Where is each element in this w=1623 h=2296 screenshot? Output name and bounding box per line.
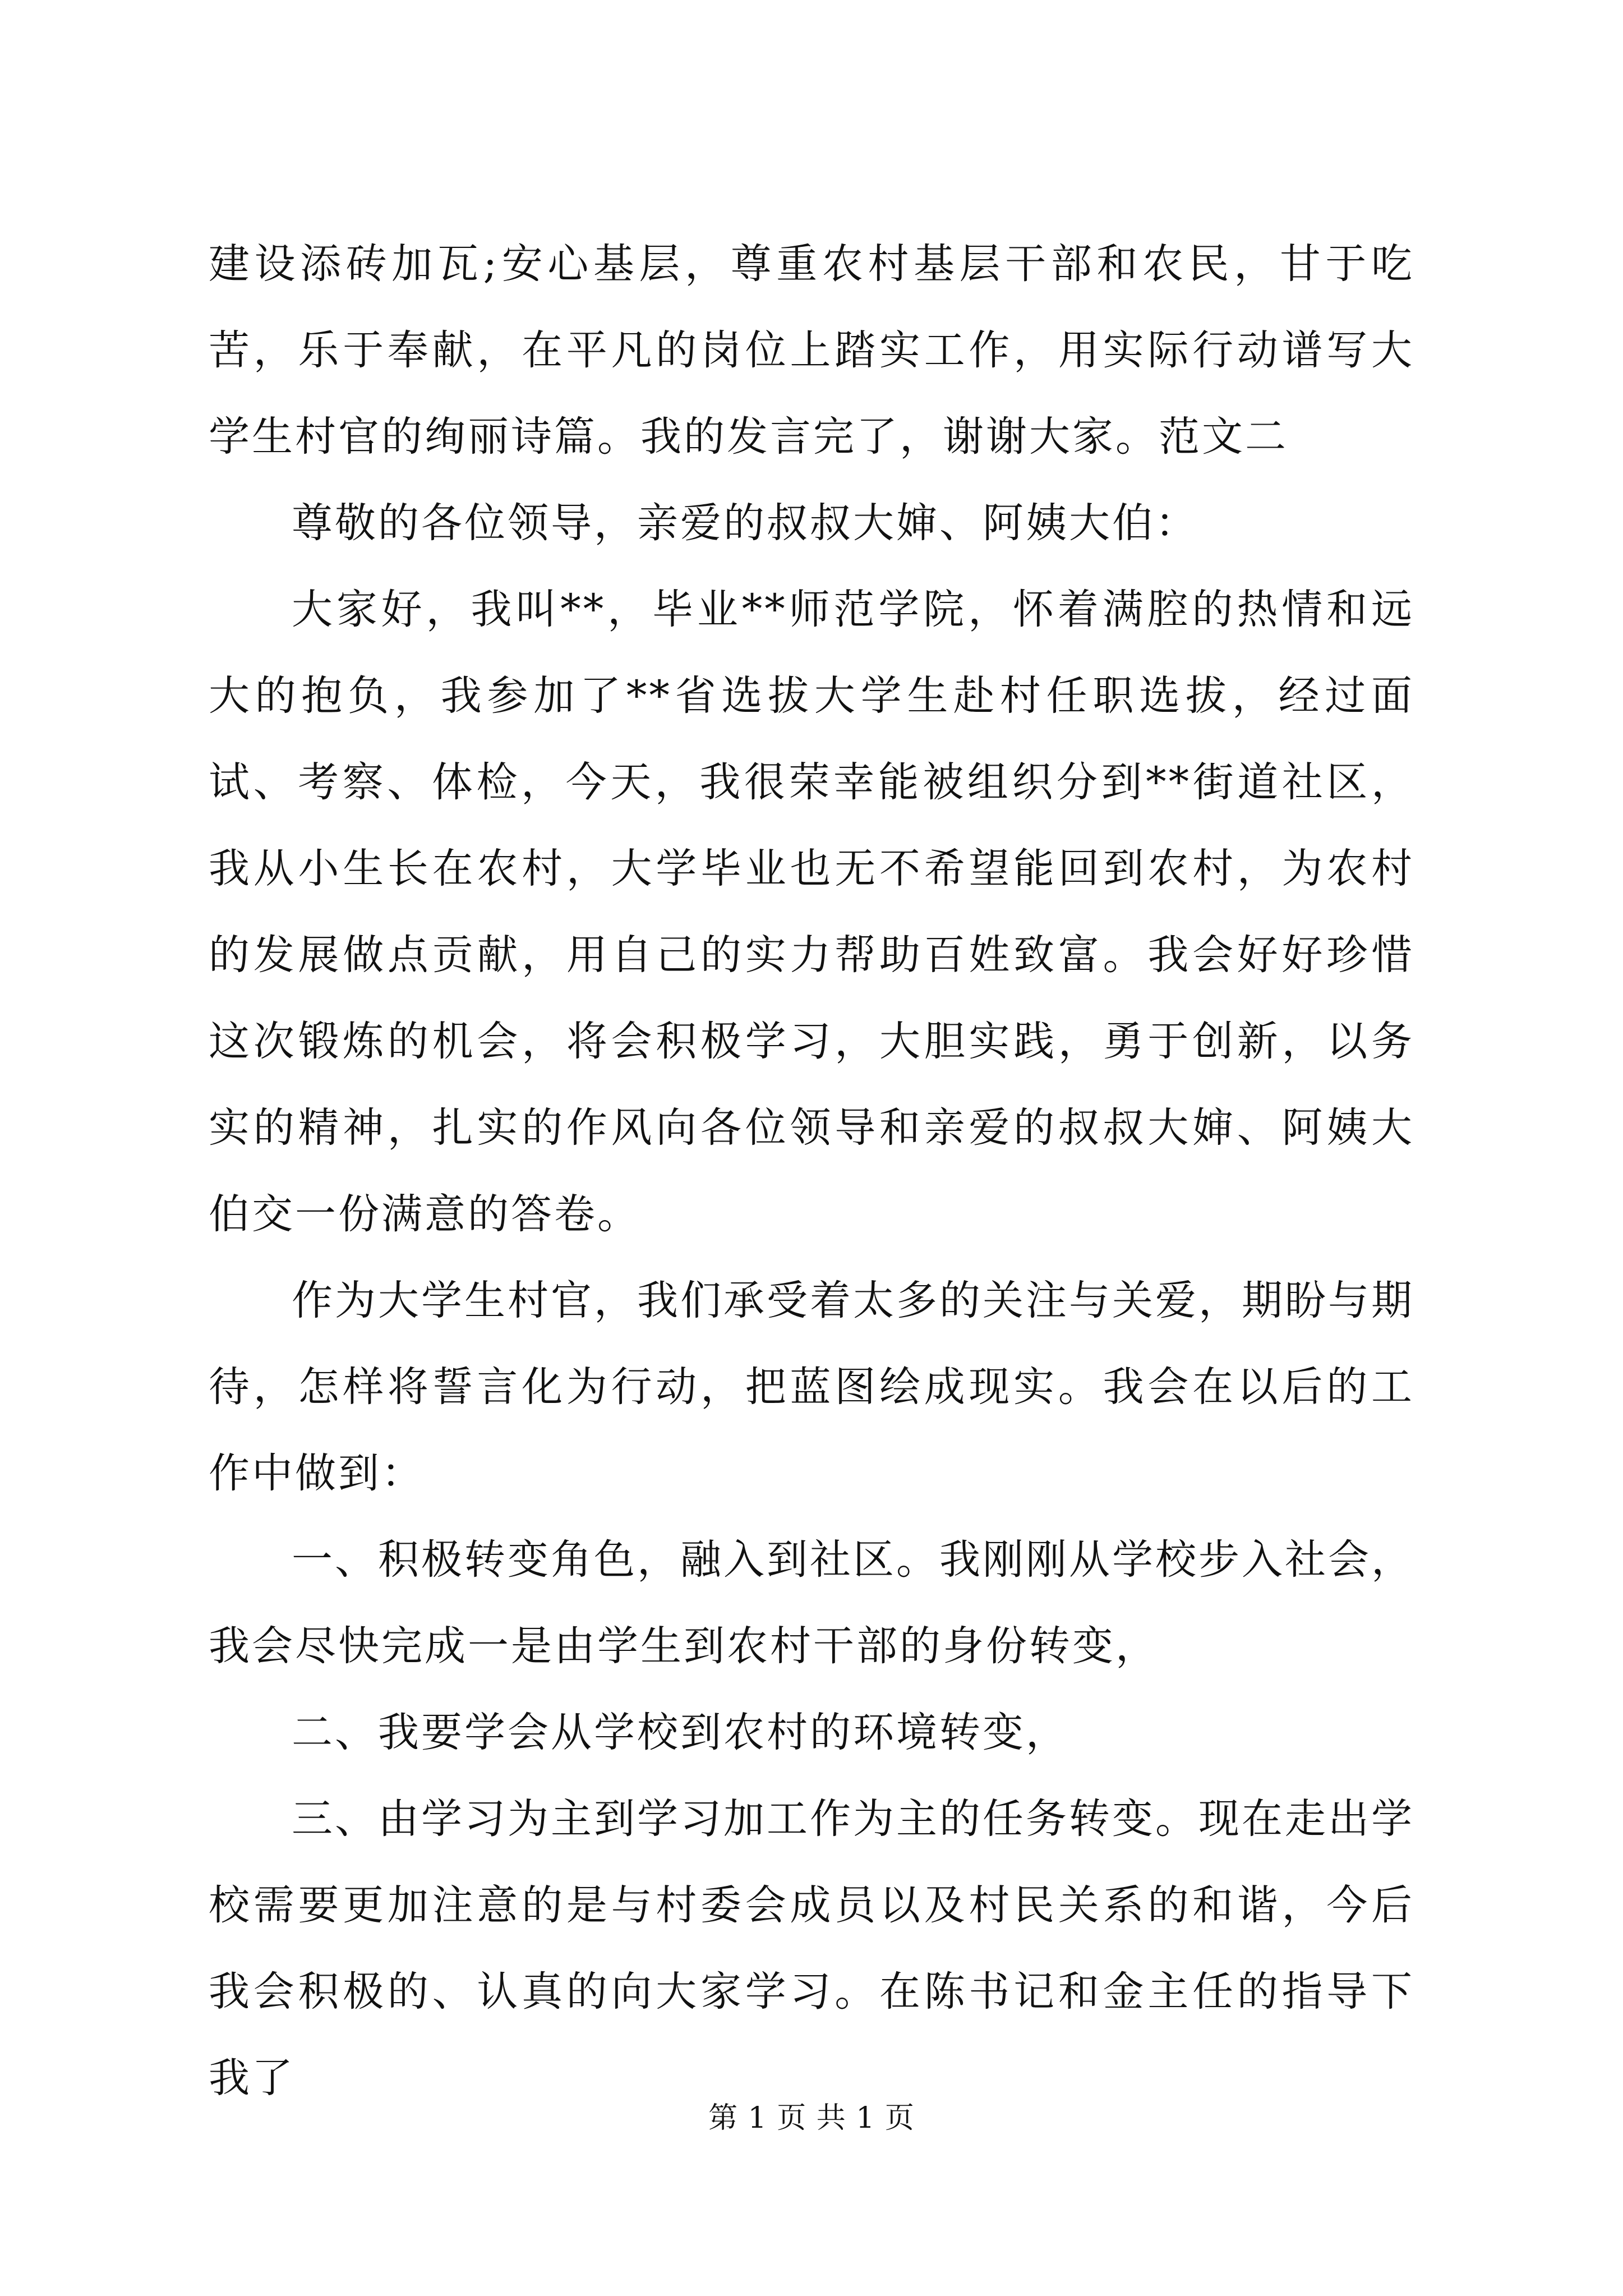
paragraph-3: 大家好，我叫**，毕业**师范学院，怀着满腔的热情和远大的抱负，我参加了**省选拔大学生赴村任职选拔，经过面试、考察、体检，今天，我很荣幸能被组织分到**街道社区，我从小生长在农村，大学毕业也无不希望能回到农村，为农村的发展做点贡献，用自己的实力帮助百姓致富。我会好好珍惜这次锻炼的机会，将会积极学习，大胆实践，勇于创新，以务实的精神，扎实的作风向各位领导和亲爱的叔叔大婶、阿姨大伯交一份满意的答卷。	[209, 586, 1414, 1238]
paragraph-7-point-three: 三、由学习为主到学习加工作为主的任务转变。现在走出学校需要更加注意的是与村委会成员以及村民关系的和谐，今后我会积极的、认真的向大家学习。在陈书记和金主任的指导下我了	[209, 1795, 1414, 2102]
paragraph-1: 建设添砖加瓦;安心基层，尊重农村基层干部和农民，甘于吃苦，乐于奉献，在平凡的岗位上踏实工作，用实际行动谱写大学生村官的绚丽诗篇。我的发言完了，谢谢大家。范文二	[209, 240, 1414, 461]
page-footer: 第 1 页 共 1 页	[708, 2101, 915, 2135]
document-body	[209, 221, 1414, 2122]
paragraph-5-point-one: 一、积极转变角色，融入到社区。我刚刚从学校步入社会，我会尽快完成一是由学生到农村干部的身份转变，	[209, 1536, 1414, 1670]
paragraph-4: 作为大学生村官，我们承受着太多的关注与关爱，期盼与期待，怎样将誓言化为行动，把蓝图绘成现实。我会在以后的工作中做到：	[209, 1277, 1414, 1497]
paragraph-2-salutation: 尊敬的各位领导，亲爱的叔叔大婶、阿姨大伯：	[292, 499, 1198, 547]
paragraph-6-point-two: 二、我要学会从学校到农村的环境转变，	[292, 1709, 1069, 1756]
